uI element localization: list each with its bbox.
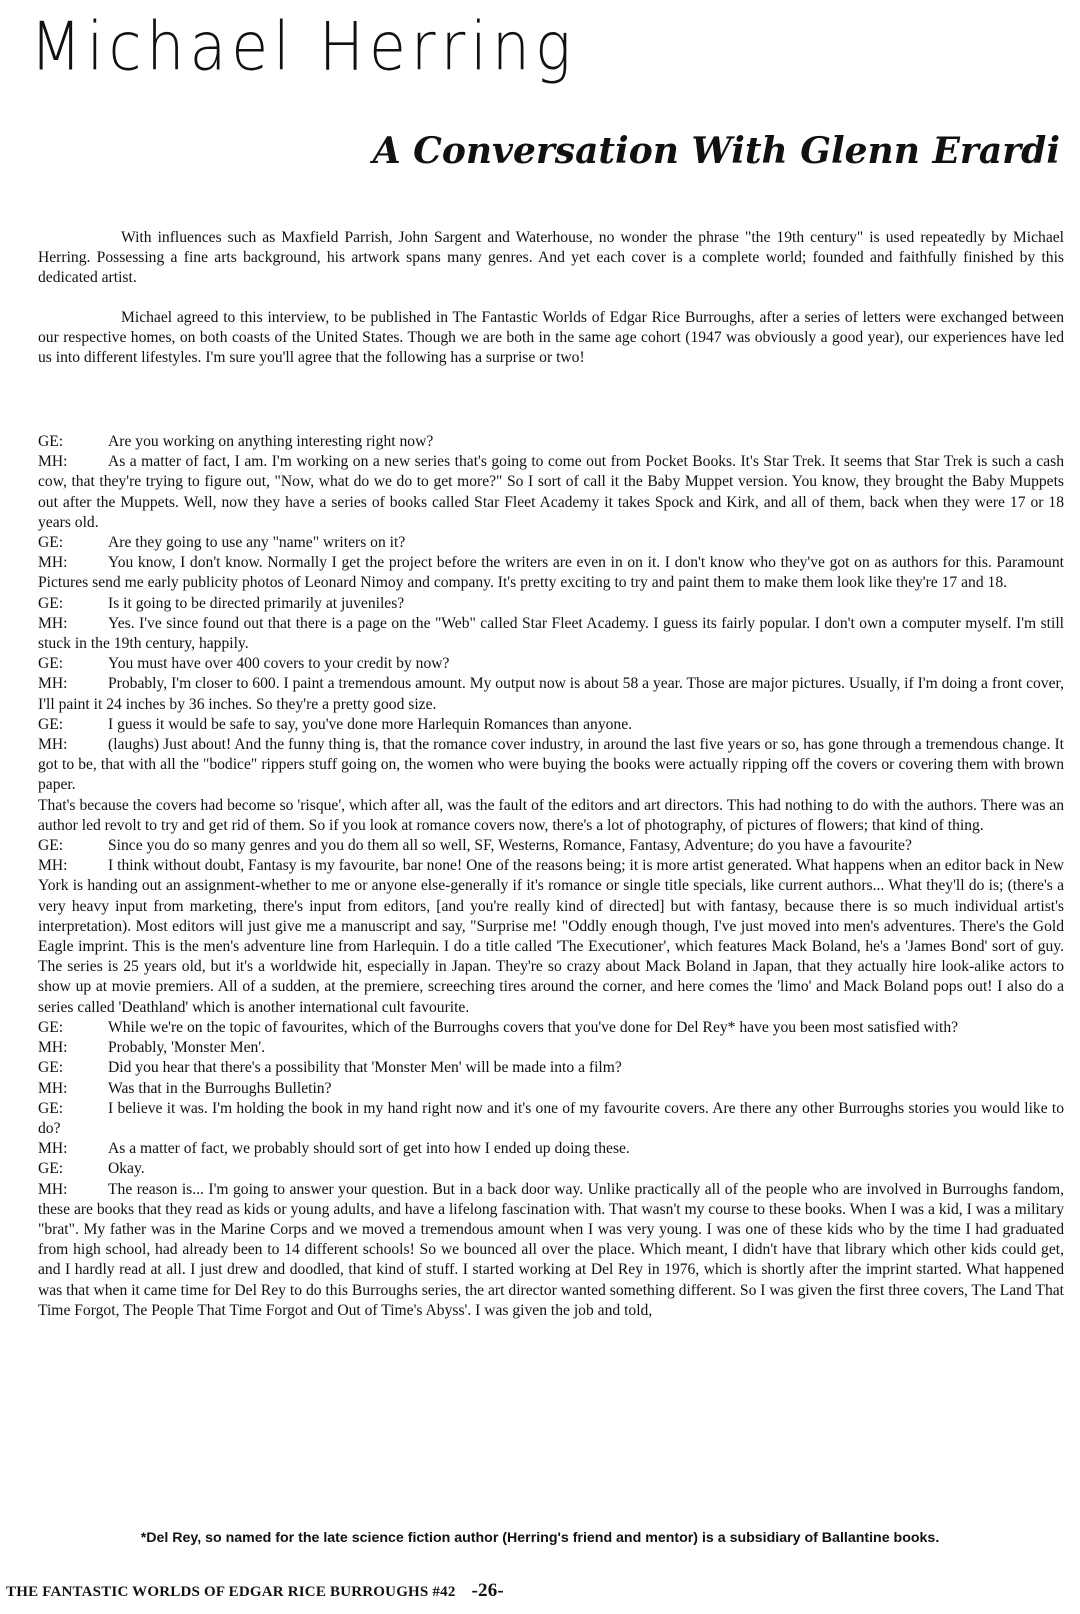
speaker-label: MH: [38,857,68,875]
dialog-turn [38,594,1064,614]
dialog-text: While we're on the topic of favourites, which of the Burroughs covers that you've done for Del Rey* have you been most satisfied with? [108,1018,959,1036]
dialog-turn [38,1018,1064,1038]
dialog-turn [38,614,1064,654]
dialog-text: Yes. I've since found out that there is a page on the "Web" called Star Fleet Academy. I guess its fairly popular. I don't own a computer myself. I'm still stuck in the 19th century, happily. [38,614,1064,653]
dialog-text: That's because the covers had become so 'risque', which after all, was the fault of the editors and art directors. This had nothing to do with the authors. There was an author led revolt to try and get rid of them. So if you look at romance covers now, there's a lot of photography, of pictures of flowers; that kind of thing. [38,796,1064,834]
speaker-label: GE: [38,1059,64,1077]
speaker-label: MH: [38,736,68,754]
speaker-label: MH: [38,1180,68,1198]
page-footer [6,1580,504,1602]
dialog-turn [38,735,1064,796]
dialog-turn [38,553,1064,593]
dialog-turn [38,654,1064,674]
speaker-label: GE: [38,534,64,552]
dialog-turn [38,1038,1064,1058]
dialog-text: Was that in the Burroughs Bulletin? [108,1079,332,1097]
dialog-turn [38,856,1064,1018]
intro-paragraph: Michael agreed to this interview, to be published in The Fantastic Worlds of Edgar Rice Burroughs, after a series of letters were exchanged between our respective homes, on both coasts of the United States. Though we are both in the same age cohort (1947 was obviously a good year), our experiences have led us into different lifestyles. I'm sure you'll agree that the following has a surprise or two! [38,308,1064,367]
dialog-text: Is it going to be directed primarily at juveniles? [108,594,405,612]
interview-dialog [38,432,1064,1321]
speaker-label: GE: [38,1160,64,1178]
dialog-text: You must have over 400 covers to your credit by now? [108,655,450,673]
dialog-turn [38,1079,1064,1099]
speaker-label: MH: [38,554,68,572]
speaker-label: MH: [38,1039,68,1057]
dialog-text: Did you hear that there's a possibility that 'Monster Men' will be made into a film? [108,1059,622,1077]
speaker-label: GE: [38,433,64,450]
intro-section [38,228,1064,387]
speaker-label: MH: [38,453,68,471]
intro-paragraph: With influences such as Maxfield Parrish, John Sargent and Waterhouse, no wonder the phrase "the 19th century" is used repeatedly by Michael Herring. Possessing a fine arts background, his artwork spans many genres. And yet each cover is a complete world; founded and faithfully finished by this dedicated artist. [38,229,1064,287]
dialog-text: Probably, I'm closer to 600. I paint a tremendous amount. My output now is about 58 a year. Those are major pictures. Usually, if I'm doing a front cover, I'll paint it 24 inches by 36 inches. So they're a pretty good size. [38,675,1064,713]
dialog-text: Okay. [108,1160,145,1178]
speaker-label: MH: [38,614,68,632]
dialog-text: I guess it would be safe to say, you've done more Harlequin Romances than anyone. [108,715,633,733]
page-number: -26- [471,1580,504,1601]
dialog-text: Since you do so many genres and you do them all so well, SF, Westerns, Romance, Fantasy, Adventure; do you have a favourite? [108,837,912,855]
dialog-text: I believe it was. I'm holding the book in my hand right now and it's one of my favourite covers. Are there any other Burroughs stories you would like to do? [38,1099,1064,1137]
dialog-text: You know, I don't know. Normally I get the project before the writers are even in on it. I don't know who they've got on as authors for this. Paramount Pictures send me early publicity photos of Leonard Nimoy and company. It's pretty exciting to try and paint them to make them look like they're 17 and 18. [38,554,1064,592]
speaker-label: MH: [38,675,68,693]
speaker-label: GE: [38,837,64,855]
speaker-label: GE: [38,594,64,612]
dialog-text: Are you working on anything interesting right now? [108,433,434,450]
dialog-turn [38,1139,1064,1159]
dialog-text: I think without doubt, Fantasy is my favourite, bar none! One of the reasons being; it is more artist generated. What happens when an editor back in New York is handing out an assignment-whether to me or anyone else-generally if it's romance or single title specials, like current authors... What they'll do is; (there's a very heavy input from marketing, there's input from editors, [and you're really kind of directed] but with fantasy, because there is so much individual artist's interpretation). Most editors will just give me a manuscript and say, "Surprise me! "Oddly enough though, I've just moved into men's adventures. There's the Gold Eagle imprint. This is the men's adventure line from Harlequin. I do a title called 'The Executioner', which features Mack Boland, he's a 'James Bond' sort of guy. The series is 25 years old, but it's a worldwide hit, especially in Japan. They're so crazy about Mack Boland in Japan, that they actually hire look-alike actors to show up at movie premiers. All of a sudden, at the premiere, screeching tires around the corner, and here comes the 'limo' and Mack Boland pops out! I also do a series called 'Deathland' which is another international cult favourite. [38,857,1064,1016]
dialog-text: As a matter of fact, we probably should sort of get into how I ended up doing these. [108,1140,630,1158]
publication-name: THE FANTASTIC WORLDS OF EDGAR RICE BURROUGHS #42 [6,1584,456,1600]
dialog-turn [38,836,1064,856]
footnote: *Del Rey, so named for the late science fiction author (Herring's friend and mentor) is a subsidiary of Ballantine books. [140,1530,940,1546]
dialog-turn [38,796,1064,836]
speaker-label: MH: [38,1140,68,1158]
dialog-turn [38,1180,1064,1321]
speaker-label: GE: [38,715,64,733]
dialog-text: As a matter of fact, I am. I'm working on a new series that's going to come out from Pocket Books. It's Star Trek. It seems that Star Trek is such a cash cow, that they're trying to figure out, "Now, what do we do to get more?" So I sort of call it the Baby Muppet version. You know, they brought the Baby Muppets out after the Muppets. Well, now they have a series of books called Star Fleet Academy it takes Spock and Kirk, and all of them, back when they were 17 or 18 years old. [38,453,1064,531]
article-subtitle: A Conversation With Glenn Erardi [372,130,1060,172]
speaker-label: MH: [38,1079,68,1097]
dialog-turn [38,452,1064,533]
article-title: Michael Herring [30,8,576,87]
dialog-text: (laughs) Just about! And the funny thing is, that the romance cover industry, in around the last five years or so, has gone through a tremendous change. It got to be, that with all the "bodice" rippers stuff going on, the women who were buying the books were actually ripping off the covers or covering them with brown paper. [38,736,1064,794]
dialog-turn [38,432,1064,452]
dialog-text: Probably, 'Monster Men'. [108,1039,266,1057]
dialog-turn [38,533,1064,553]
dialog-turn [38,674,1064,714]
dialog-turn [38,1099,1064,1139]
dialog-text: The reason is... I'm going to answer your question. But in a back door way. Unlike practically all of the people who are involved in Burroughs fandom, these are books that they read as kids or young adults, and have a lifelong fascination with. That wasn't my course to these books. When I was a kid, I was a military "brat". My father was in the Marine Corps and we moved a tremendous amount when I was very young. I was one of these kids who by the time I had graduated from high school, had already been to 14 different schools! So we bounced all over the place. Which meant, I didn't have that library which other kids could get, and I hardly read at all. I just drew and doodled, that kind of stuff. I started working at Del Rey in 1976, which is shortly after the imprint started. What happened was that when it came time for Del Rey to do this Burroughs series, the art director wanted something different. So I was given the first three covers, The Land That Time Forgot, The People That Time Forgot and Out of Time's Abyss'. I was given the job and told, [38,1180,1064,1319]
dialog-turn [38,1159,1064,1179]
speaker-label: GE: [38,1099,64,1117]
speaker-label: GE: [38,1018,64,1036]
speaker-label: GE: [38,655,64,673]
dialog-turn [38,1058,1064,1078]
dialog-turn [38,715,1064,735]
dialog-text: Are they going to use any "name" writers on it? [108,534,406,552]
